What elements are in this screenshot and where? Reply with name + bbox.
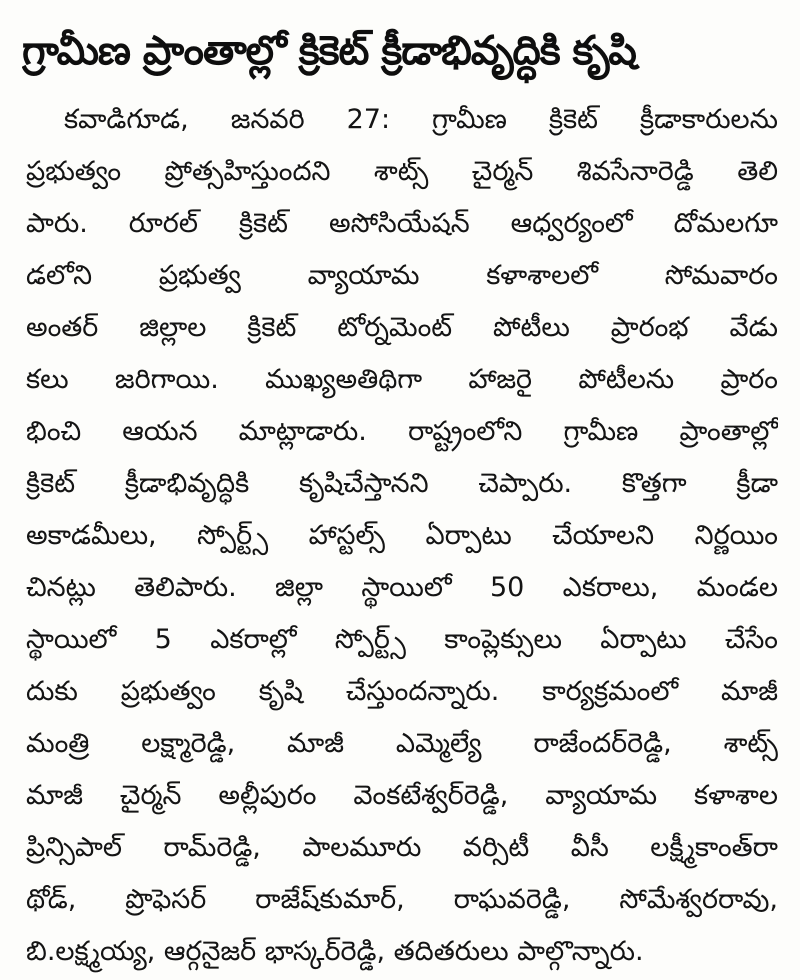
article-line: కలు జరిగాయి. ముఖ్యఅతిథిగా హాజరై పోటీలను ప్రారం: [26, 364, 778, 395]
article-line: బి.లక్ష్మయ్య, ఆర్గనైజర్ భాస్కర్‌రెడ్డి, తదితరులు పాల్గొన్నారు.: [26, 936, 644, 967]
article-line: అంతర్ జిల్లాల క్రికెట్ టోర్నమెంట్ పోటీలు ప్రారంభ వేడు: [26, 312, 778, 343]
article-line: దుకు ప్రభుత్వం కృషి చేస్తుందన్నారు. కార్యక్రమంలో మాజీ: [26, 676, 778, 707]
article-line: పారు. రూరల్ క్రికెట్ అసోసియేషన్ ఆధ్వర్యంలో దోమలగూ: [26, 208, 778, 239]
article-line: డలోని ప్రభుత్వ వ్యాయామ కళాశాలలో సోమవారం: [26, 260, 778, 291]
article-line: అకాడమీలు, స్పోర్ట్స్ హాస్టల్స్ ఏర్పాటు చేయాలని నిర్ణయిం: [26, 520, 778, 551]
article-line: మంత్రి లక్ష్మారెడ్డి, మాజీ ఎమ్మెల్యే రాజేందర్‌రెడ్డి, శాట్స్: [26, 728, 778, 759]
article-line: భించి ఆయన మాట్లాడారు. రాష్ట్రంలోని గ్రామీణ ప్రాంతాల్లో: [26, 416, 778, 447]
article-line: థోడ్, ప్రొఫెసర్ రాజేష్‌కుమార్, రాఘవరెడ్డి, సోమేశ్వరరావు,: [26, 884, 778, 915]
article-line: ప్రభుత్వం ప్రోత్సహిస్తుందని శాట్స్ చైర్మన్ శివసేనారెడ్డి తెలి: [26, 156, 778, 187]
article-line: క్రికెట్ క్రీడాభివృద్ధికి కృషిచేస్తానని చెప్పారు. కొత్తగా క్రీడా: [26, 468, 778, 499]
article-line: చినట్లు తెలిపారు. జిల్లా స్థాయిలో 50 ఎకరాలు, మండల: [26, 572, 778, 603]
article-line: మాజీ చైర్మన్ అల్లీపురం వెంకటేశ్వర్‌రెడ్డి, వ్యాయామ కళాశాల: [26, 780, 778, 811]
article-line: కవాడిగూడ, జనవరి 27: గ్రామీణ క్రికెట్ క్రీడాకారులను: [64, 104, 778, 135]
article-line: ప్రిన్సిపాల్ రామ్‌రెడ్డి, పాలమూరు వర్సిటీ వీసీ లక్ష్మీకాంత్‌రా: [26, 832, 778, 863]
article-headline: గ్రామీణ ప్రాంతాల్లో క్రికెట్ క్రీడాభివృద్ధికి కృషి: [22, 28, 636, 74]
article-body: [26, 94, 778, 978]
article-line: స్థాయిలో 5 ఎకరాల్లో స్పోర్ట్స్ కాంప్లెక్సులు ఏర్పాటు చేసేం: [26, 624, 778, 655]
